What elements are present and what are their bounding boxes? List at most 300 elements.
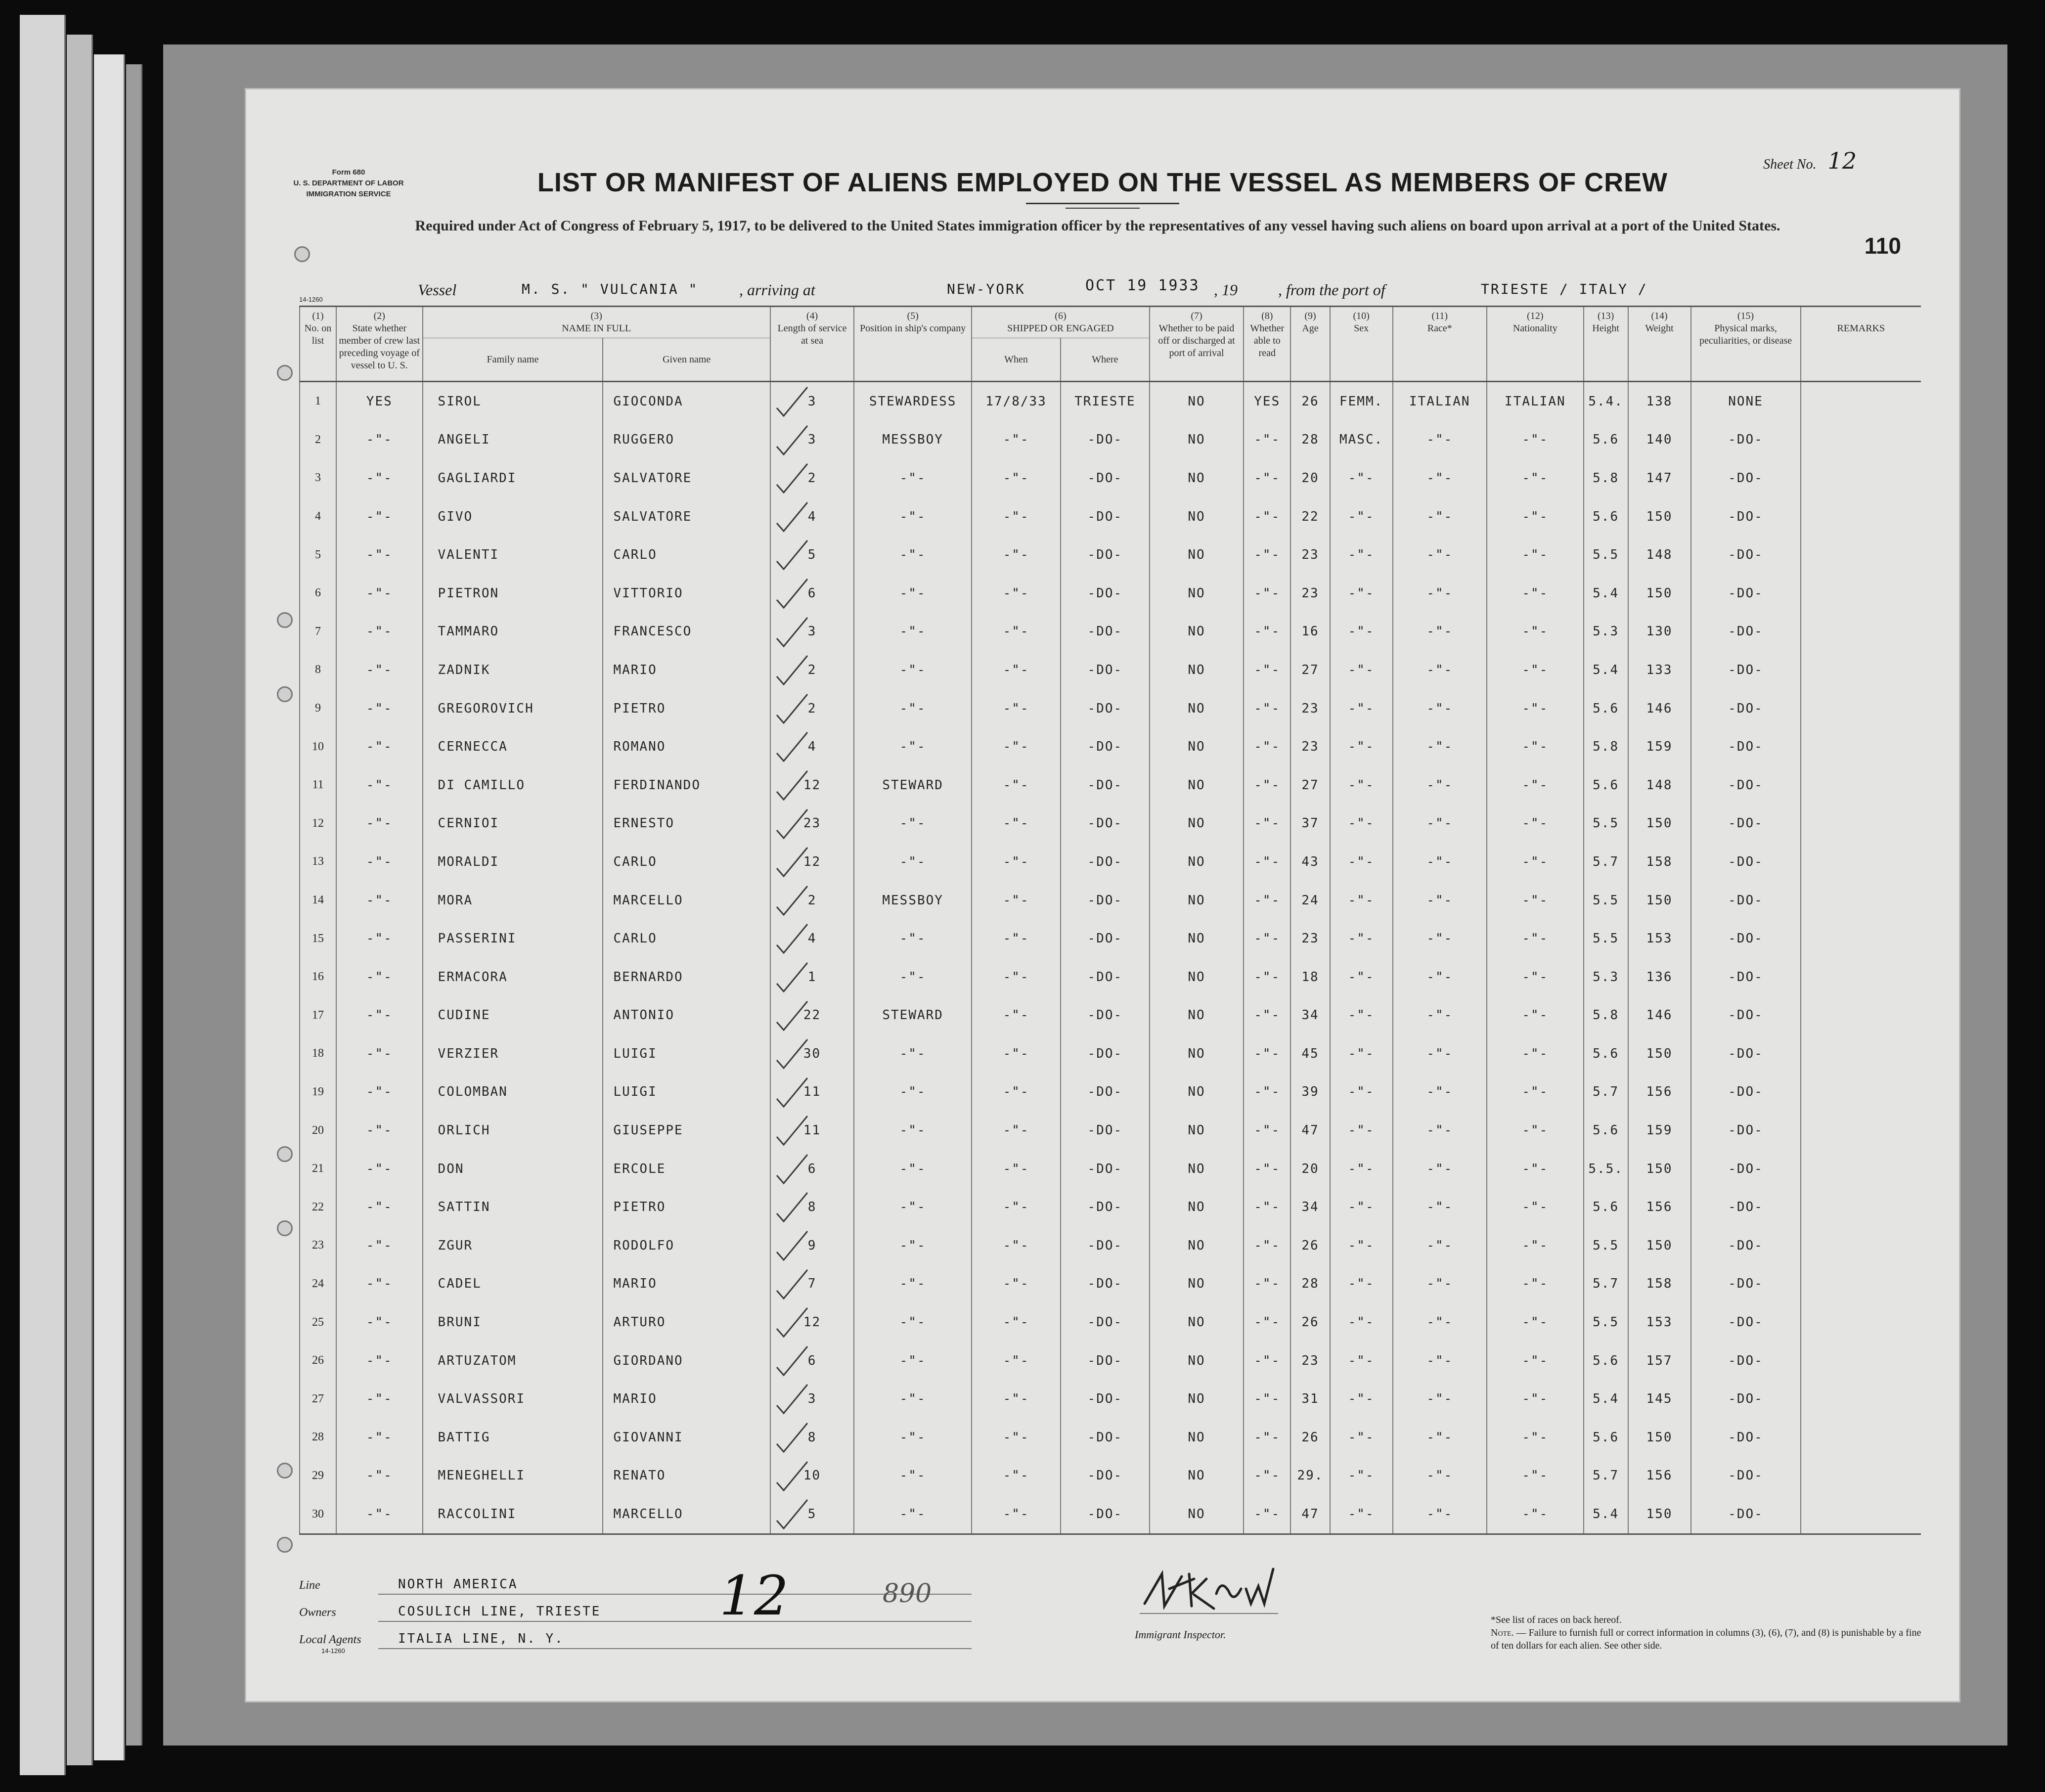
- cell-nationality: -"-: [1487, 1418, 1584, 1457]
- cell-given: RODOLFO: [603, 1226, 770, 1265]
- cell-position: -"-: [854, 1188, 972, 1226]
- service-name: IMMIGRATION SERVICE: [306, 190, 391, 198]
- cell-paid-off: NO: [1150, 1226, 1244, 1265]
- cell-service: 3: [770, 1380, 854, 1418]
- check-mark-icon: [775, 883, 809, 918]
- cell-weight: 153: [1628, 919, 1691, 958]
- cell-position: -"-: [854, 574, 972, 613]
- cell-where: -DO-: [1061, 497, 1150, 536]
- check-mark-icon: [775, 1075, 809, 1110]
- cell-height: 5.5.: [1584, 1150, 1628, 1188]
- cell-prev: -"-: [336, 1495, 423, 1534]
- cell-weight: 150: [1628, 805, 1691, 843]
- cell-no: 5: [300, 536, 336, 574]
- col-header-family-name: Family name: [423, 338, 603, 382]
- cell-age: 34: [1290, 1188, 1330, 1226]
- handwritten-sheet-number: 12: [719, 1564, 789, 1627]
- cell-remarks: [1801, 881, 1921, 920]
- cell-when: -"-: [972, 1380, 1061, 1418]
- table-row: [300, 574, 1921, 613]
- cell-position: -"-: [854, 727, 972, 766]
- owners-label: Owners: [299, 1606, 336, 1619]
- cell-when: -"-: [972, 958, 1061, 996]
- cell-nationality: -"-: [1487, 1188, 1584, 1226]
- cell-when: -"-: [972, 651, 1061, 689]
- cell-read: -"-: [1244, 1226, 1290, 1265]
- cell-where: -DO-: [1061, 805, 1150, 843]
- cell-given: FRANCESCO: [603, 613, 770, 651]
- cell-read: -"-: [1244, 843, 1290, 881]
- cell-prev: -"-: [336, 805, 423, 843]
- cell-remarks: [1801, 996, 1921, 1035]
- cell-paid-off: NO: [1150, 958, 1244, 996]
- cell-sex: -"-: [1330, 459, 1393, 497]
- punch-hole: [277, 612, 293, 628]
- cell-no: 22: [300, 1188, 336, 1226]
- cell-family: VERZIER: [423, 1034, 603, 1073]
- cell-nationality: -"-: [1487, 536, 1584, 574]
- cell-race: -"-: [1393, 421, 1487, 459]
- cell-sex: -"-: [1330, 1342, 1393, 1380]
- cell-prev: -"-: [336, 689, 423, 728]
- cell-read: -"-: [1244, 651, 1290, 689]
- cell-read: -"-: [1244, 497, 1290, 536]
- cell-prev: -"-: [336, 1342, 423, 1380]
- cell-given: ANTONIO: [603, 996, 770, 1035]
- cell-remarks: [1801, 843, 1921, 881]
- cell-no: 10: [300, 727, 336, 766]
- check-mark-icon: [775, 1344, 809, 1378]
- cell-service: 1: [770, 958, 854, 996]
- cell-remarks: [1801, 727, 1921, 766]
- cell-given: BERNARDO: [603, 958, 770, 996]
- cell-service: 4: [770, 919, 854, 958]
- cell-given: CARLO: [603, 536, 770, 574]
- cell-no: 18: [300, 1034, 336, 1073]
- check-mark-icon: [775, 1382, 809, 1416]
- cell-height: 5.4.: [1584, 382, 1628, 421]
- check-mark-icon: [775, 1152, 809, 1186]
- cell-marks: -DO-: [1691, 996, 1801, 1035]
- cell-sex: -"-: [1330, 689, 1393, 728]
- table-row: [300, 497, 1921, 536]
- year-label: , 19: [1214, 281, 1238, 299]
- cell-position: -"-: [854, 843, 972, 881]
- cell-where: TRIESTE: [1061, 382, 1150, 421]
- cell-height: 5.4: [1584, 574, 1628, 613]
- cell-prev: -"-: [336, 1226, 423, 1265]
- cell-weight: 156: [1628, 1188, 1691, 1226]
- cell-read: -"-: [1244, 1457, 1290, 1495]
- check-mark-icon: [775, 1420, 809, 1455]
- col-header-when: When: [972, 338, 1061, 382]
- cell-no: 11: [300, 766, 336, 805]
- cell-age: 47: [1290, 1495, 1330, 1534]
- cell-family: ERMACORA: [423, 958, 603, 996]
- cell-position: STEWARD: [854, 766, 972, 805]
- cell-given: RUGGERO: [603, 421, 770, 459]
- cell-service: 8: [770, 1418, 854, 1457]
- penalty-note: [1491, 1626, 1926, 1652]
- col-header-height: (13) Height: [1584, 307, 1628, 382]
- check-mark-icon: [775, 806, 809, 841]
- cell-height: 5.6: [1584, 766, 1628, 805]
- cell-paid-off: NO: [1150, 1380, 1244, 1418]
- cell-where: -DO-: [1061, 1495, 1150, 1534]
- cell-sex: -"-: [1330, 881, 1393, 920]
- cell-race: -"-: [1393, 919, 1487, 958]
- cell-given: PIETRO: [603, 689, 770, 728]
- cell-when: -"-: [972, 1226, 1061, 1265]
- check-mark-icon: [775, 1267, 809, 1301]
- check-mark-icon: [775, 461, 809, 495]
- cell-when: -"-: [972, 1342, 1061, 1380]
- cell-no: 3: [300, 459, 336, 497]
- cell-sex: -"-: [1330, 651, 1393, 689]
- cell-position: -"-: [854, 1150, 972, 1188]
- cell-family: GAGLIARDI: [423, 459, 603, 497]
- cell-paid-off: NO: [1150, 497, 1244, 536]
- cell-marks: -DO-: [1691, 1457, 1801, 1495]
- table-row: [300, 1303, 1921, 1342]
- cell-sex: -"-: [1330, 919, 1393, 958]
- cell-read: -"-: [1244, 766, 1290, 805]
- cell-position: -"-: [854, 536, 972, 574]
- vessel-label: Vessel: [418, 281, 457, 299]
- cell-given: FERDINANDO: [603, 766, 770, 805]
- cell-remarks: [1801, 1150, 1921, 1188]
- cell-race: -"-: [1393, 1342, 1487, 1380]
- cell-when: -"-: [972, 421, 1061, 459]
- check-mark-icon: [775, 1113, 809, 1148]
- cell-paid-off: NO: [1150, 651, 1244, 689]
- cell-marks: -DO-: [1691, 1265, 1801, 1303]
- cell-remarks: [1801, 613, 1921, 651]
- cell-sex: -"-: [1330, 574, 1393, 613]
- cell-sex: -"-: [1330, 536, 1393, 574]
- cell-weight: 150: [1628, 881, 1691, 920]
- cell-marks: -DO-: [1691, 459, 1801, 497]
- col-header-age: (9) Age: [1290, 307, 1330, 382]
- cell-height: 5.5: [1584, 881, 1628, 920]
- sheet-label: Sheet No.: [1763, 157, 1817, 172]
- table-row: [300, 1380, 1921, 1418]
- cell-height: 5.6: [1584, 497, 1628, 536]
- cell-remarks: [1801, 382, 1921, 421]
- cell-service: 9: [770, 1226, 854, 1265]
- cell-remarks: [1801, 1342, 1921, 1380]
- cell-paid-off: NO: [1150, 919, 1244, 958]
- cell-family: ZADNIK: [423, 651, 603, 689]
- cell-given: ARTURO: [603, 1303, 770, 1342]
- table-row: [300, 1457, 1921, 1495]
- title-rule: [1066, 208, 1140, 209]
- cell-sex: -"-: [1330, 497, 1393, 536]
- cell-paid-off: NO: [1150, 536, 1244, 574]
- cell-read: -"-: [1244, 574, 1290, 613]
- manifest-footer: [299, 1559, 1921, 1688]
- cell-remarks: [1801, 805, 1921, 843]
- cell-age: 18: [1290, 958, 1330, 996]
- col-header-given-name: Given name: [603, 338, 770, 382]
- cell-weight: 150: [1628, 1495, 1691, 1534]
- cell-service: 7: [770, 1265, 854, 1303]
- cell-nationality: -"-: [1487, 996, 1584, 1035]
- cell-no: 24: [300, 1265, 336, 1303]
- col-header-service: (4) Length of service at sea: [770, 307, 854, 382]
- cell-weight: 148: [1628, 766, 1691, 805]
- cell-where: -DO-: [1061, 1265, 1150, 1303]
- cell-service: 4: [770, 727, 854, 766]
- cell-race: -"-: [1393, 766, 1487, 805]
- col-header-paid-off: (7) Whether to be paid off or discharged at port of arrival: [1150, 307, 1244, 382]
- cell-sex: FEMM.: [1330, 382, 1393, 421]
- cell-nationality: -"-: [1487, 919, 1584, 958]
- table-row: [300, 1418, 1921, 1457]
- cell-height: 5.8: [1584, 459, 1628, 497]
- cell-given: GIOVANNI: [603, 1418, 770, 1457]
- cell-family: VALENTI: [423, 536, 603, 574]
- cell-service: 30: [770, 1034, 854, 1073]
- cell-where: -DO-: [1061, 613, 1150, 651]
- cell-age: 29.: [1290, 1457, 1330, 1495]
- check-mark-icon: [775, 499, 809, 534]
- cell-read: -"-: [1244, 1111, 1290, 1150]
- cell-marks: -DO-: [1691, 1418, 1801, 1457]
- cell-sex: -"-: [1330, 1303, 1393, 1342]
- cell-marks: -DO-: [1691, 689, 1801, 728]
- cell-paid-off: NO: [1150, 1188, 1244, 1226]
- footer-notes: [1491, 1613, 1926, 1652]
- table-row: [300, 1342, 1921, 1380]
- cell-marks: -DO-: [1691, 421, 1801, 459]
- cell-given: ERCOLE: [603, 1150, 770, 1188]
- arrival-date-stamp: OCT 19 1933: [1085, 277, 1200, 294]
- cell-race: -"-: [1393, 613, 1487, 651]
- cell-age: 28: [1290, 1265, 1330, 1303]
- cell-marks: -DO-: [1691, 1188, 1801, 1226]
- cell-height: 5.8: [1584, 727, 1628, 766]
- cell-given: MARCELLO: [603, 1495, 770, 1534]
- cell-where: -DO-: [1061, 958, 1150, 996]
- cell-height: 5.3: [1584, 958, 1628, 996]
- cell-sex: -"-: [1330, 1150, 1393, 1188]
- cell-weight: 146: [1628, 689, 1691, 728]
- cell-age: 26: [1290, 382, 1330, 421]
- cell-given: MARIO: [603, 1265, 770, 1303]
- cell-nationality: -"-: [1487, 1150, 1584, 1188]
- cell-no: 2: [300, 421, 336, 459]
- cell-where: -DO-: [1061, 727, 1150, 766]
- check-mark-icon: [775, 1036, 809, 1071]
- cell-sex: -"-: [1330, 958, 1393, 996]
- cell-given: SALVATORE: [603, 459, 770, 497]
- cell-paid-off: NO: [1150, 1457, 1244, 1495]
- cell-prev: YES: [336, 382, 423, 421]
- cell-no: 29: [300, 1457, 336, 1495]
- cell-read: -"-: [1244, 1342, 1290, 1380]
- cell-when: -"-: [972, 1495, 1061, 1534]
- footer-form-code: 14-1260: [321, 1647, 345, 1655]
- cell-weight: 130: [1628, 613, 1691, 651]
- check-mark-icon: [775, 960, 809, 994]
- cell-age: 26: [1290, 1303, 1330, 1342]
- cell-no: 27: [300, 1380, 336, 1418]
- table-row: [300, 382, 1921, 421]
- check-mark-icon: [775, 768, 809, 803]
- cell-marks: -DO-: [1691, 1303, 1801, 1342]
- cell-prev: -"-: [336, 1150, 423, 1188]
- binder-strip: [126, 64, 142, 1746]
- departure-port: TRIESTE / ITALY /: [1481, 281, 1648, 297]
- cell-nationality: -"-: [1487, 1034, 1584, 1073]
- cell-family: ZGUR: [423, 1226, 603, 1265]
- cell-when: -"-: [972, 1150, 1061, 1188]
- cell-service: 4: [770, 497, 854, 536]
- cell-when: -"-: [972, 1303, 1061, 1342]
- table-row: [300, 1265, 1921, 1303]
- cell-family: PASSERINI: [423, 919, 603, 958]
- cell-age: 24: [1290, 881, 1330, 920]
- cell-age: 20: [1290, 1150, 1330, 1188]
- cell-service: 12: [770, 843, 854, 881]
- cell-family: BRUNI: [423, 1303, 603, 1342]
- cell-read: -"-: [1244, 1265, 1290, 1303]
- cell-position: -"-: [854, 1265, 972, 1303]
- cell-no: 8: [300, 651, 336, 689]
- table-row: [300, 1226, 1921, 1265]
- cell-service: 6: [770, 574, 854, 613]
- cell-position: -"-: [854, 497, 972, 536]
- table-row: [300, 919, 1921, 958]
- cell-paid-off: NO: [1150, 459, 1244, 497]
- cell-service: 23: [770, 805, 854, 843]
- cell-height: 5.4: [1584, 1380, 1628, 1418]
- cell-read: -"-: [1244, 459, 1290, 497]
- cell-prev: -"-: [336, 1303, 423, 1342]
- col-header-nationality: (12) Nationality: [1487, 307, 1584, 382]
- cell-race: -"-: [1393, 497, 1487, 536]
- table-row: [300, 536, 1921, 574]
- cell-when: -"-: [972, 459, 1061, 497]
- cell-weight: 150: [1628, 1226, 1691, 1265]
- cell-family: ANGELI: [423, 421, 603, 459]
- cell-race: -"-: [1393, 958, 1487, 996]
- cell-no: 15: [300, 919, 336, 958]
- cell-prev: -"-: [336, 1073, 423, 1112]
- form-code: 14-1260: [299, 296, 323, 303]
- punch-hole: [277, 1220, 293, 1236]
- cell-sex: -"-: [1330, 1418, 1393, 1457]
- cell-nationality: -"-: [1487, 766, 1584, 805]
- table-row: [300, 1111, 1921, 1150]
- arriving-label: , arriving at: [739, 281, 815, 299]
- cell-position: -"-: [854, 1380, 972, 1418]
- cell-race: -"-: [1393, 651, 1487, 689]
- table-row: [300, 1034, 1921, 1073]
- cell-remarks: [1801, 1265, 1921, 1303]
- cell-height: 5.7: [1584, 1457, 1628, 1495]
- cell-read: -"-: [1244, 1303, 1290, 1342]
- cell-position: -"-: [854, 958, 972, 996]
- cell-when: 17/8/33: [972, 382, 1061, 421]
- cell-weight: 150: [1628, 574, 1691, 613]
- cell-read: -"-: [1244, 881, 1290, 920]
- cell-position: -"-: [854, 1303, 972, 1342]
- cell-position: -"-: [854, 1111, 972, 1150]
- page-subtitle: Required under Act of Congress of February 5, 1917, to be delivered to the United States immigration officer by the representatives of any vessel having such aliens on board upon arrival at a port of the United States.: [415, 218, 1780, 234]
- cell-when: -"-: [972, 1111, 1061, 1150]
- cell-height: 5.5: [1584, 1303, 1628, 1342]
- check-mark-icon: [775, 576, 809, 611]
- arrival-port: NEW-YORK: [947, 281, 1025, 297]
- cell-race: -"-: [1393, 574, 1487, 613]
- col-header-no: (1) No. on list: [300, 307, 336, 382]
- table-row: [300, 1073, 1921, 1112]
- table-row: [300, 727, 1921, 766]
- cell-remarks: [1801, 1073, 1921, 1112]
- cell-age: 23: [1290, 574, 1330, 613]
- cell-no: 6: [300, 574, 336, 613]
- cell-when: -"-: [972, 689, 1061, 728]
- cell-service: 5: [770, 536, 854, 574]
- table-row: [300, 613, 1921, 651]
- races-note: *See list of races on back hereof.: [1491, 1614, 1622, 1625]
- cell-race: -"-: [1393, 1226, 1487, 1265]
- cell-nationality: -"-: [1487, 1226, 1584, 1265]
- agents-value: ITALIA LINE, N. Y.: [398, 1631, 564, 1646]
- cell-marks: -DO-: [1691, 1034, 1801, 1073]
- cell-given: RENATO: [603, 1457, 770, 1495]
- check-mark-icon: [775, 653, 809, 687]
- cell-age: 28: [1290, 421, 1330, 459]
- cell-when: -"-: [972, 805, 1061, 843]
- cell-race: -"-: [1393, 1457, 1487, 1495]
- cell-service: 2: [770, 651, 854, 689]
- cell-weight: 133: [1628, 651, 1691, 689]
- cell-position: -"-: [854, 1495, 972, 1534]
- line-label: Line: [299, 1579, 320, 1592]
- cell-sex: -"-: [1330, 805, 1393, 843]
- cell-given: MARIO: [603, 1380, 770, 1418]
- cell-family: CERNIOI: [423, 805, 603, 843]
- cell-weight: 150: [1628, 1034, 1691, 1073]
- cell-service: 12: [770, 1303, 854, 1342]
- punch-hole: [277, 686, 293, 702]
- cell-race: -"-: [1393, 1111, 1487, 1150]
- cell-race: -"-: [1393, 727, 1487, 766]
- cell-age: 37: [1290, 805, 1330, 843]
- cell-race: -"-: [1393, 881, 1487, 920]
- cell-no: 7: [300, 613, 336, 651]
- cell-height: 5.6: [1584, 1418, 1628, 1457]
- cell-height: 5.5: [1584, 1226, 1628, 1265]
- handwritten-note: 890: [883, 1579, 932, 1609]
- cell-paid-off: NO: [1150, 1342, 1244, 1380]
- form-number: Form 680: [332, 168, 365, 177]
- cell-race: -"-: [1393, 843, 1487, 881]
- cell-weight: 157: [1628, 1342, 1691, 1380]
- cell-remarks: [1801, 421, 1921, 459]
- binder-strip: [94, 54, 125, 1760]
- cell-when: -"-: [972, 1265, 1061, 1303]
- cell-weight: 159: [1628, 727, 1691, 766]
- cell-where: -DO-: [1061, 1188, 1150, 1226]
- cell-prev: -"-: [336, 497, 423, 536]
- cell-position: -"-: [854, 689, 972, 728]
- cell-paid-off: NO: [1150, 1111, 1244, 1150]
- cell-marks: -DO-: [1691, 1226, 1801, 1265]
